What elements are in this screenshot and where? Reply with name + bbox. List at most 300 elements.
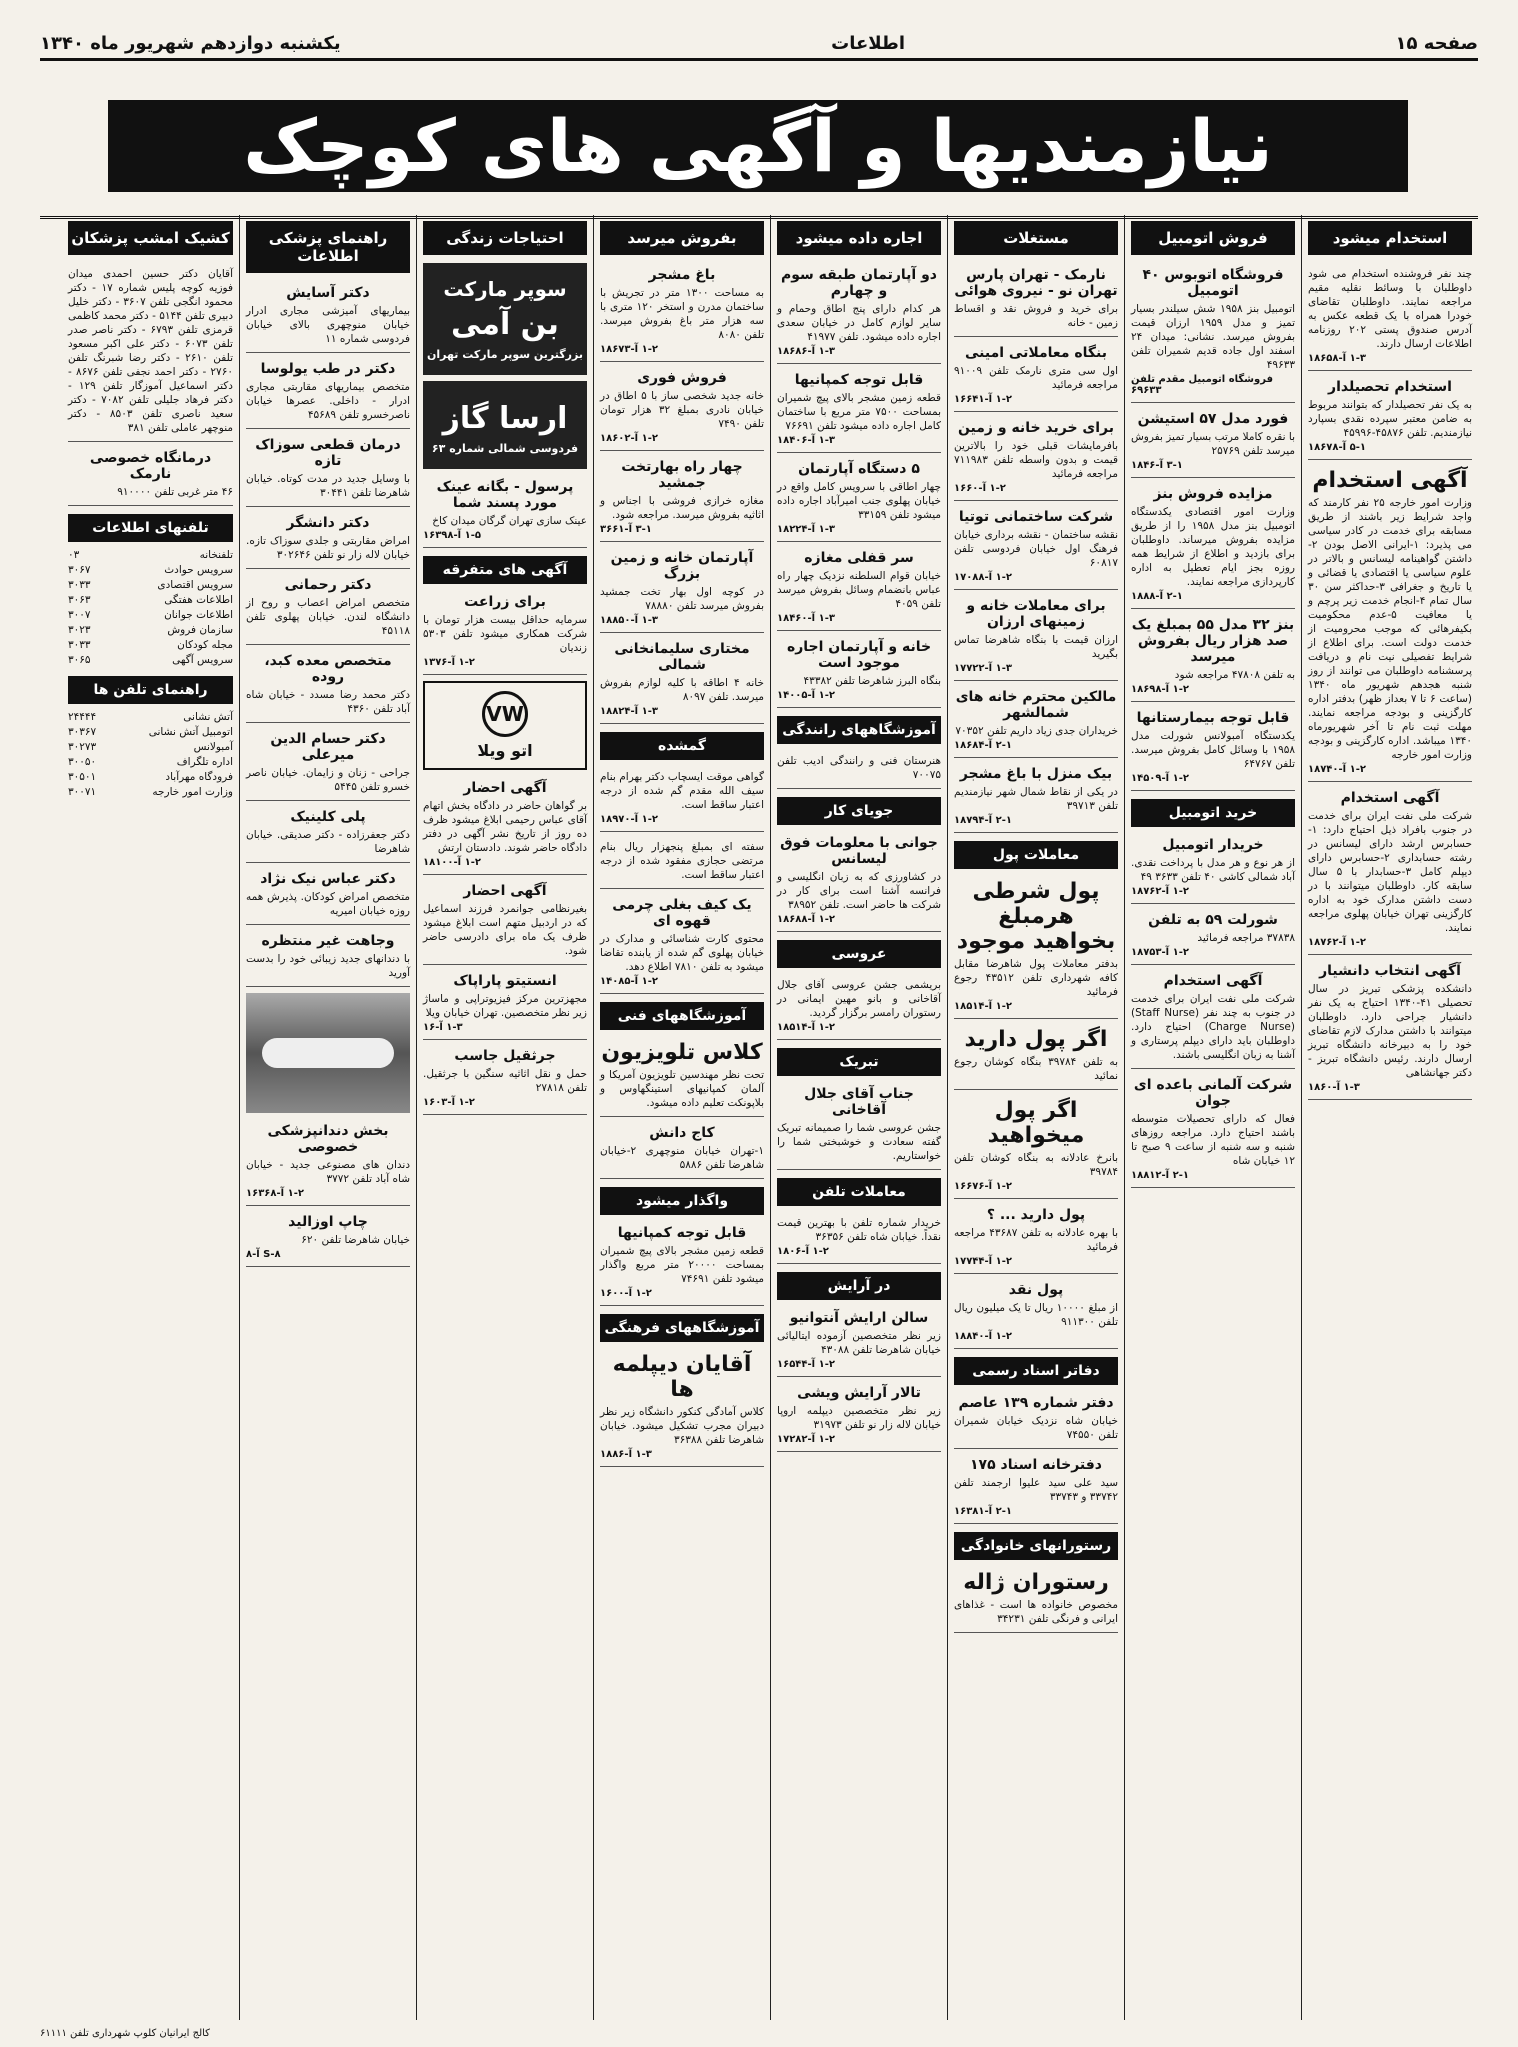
phone-number: ۳۰۶۷ (68, 564, 91, 576)
ad-title: پول نقد (1008, 1282, 1064, 1298)
ad-code: ۱-۲ آ-۱۸۷۶۲ (1131, 886, 1189, 897)
ad-code: ۱-۲ آ-۱۶۶۰ (954, 483, 1006, 494)
ad-body: دکتر محمد رضا مسدد - خیابان شاه آباد تلفن ۴۳۶۰ (246, 689, 410, 715)
brand-logo (423, 681, 587, 770)
ad-item (1308, 959, 1472, 1100)
section-heading: جویای کار (777, 797, 941, 825)
phone-row (68, 770, 233, 785)
ad-title: بنز ۳۲ مدل ۵۵ بمبلغ یک صد هزار ریال بفروش میرسد (1131, 617, 1295, 665)
ad-title: شرکت آلمانی باعده ای جوان (1133, 1077, 1293, 1109)
ad-body: متخصص امراض کودکان. پذیرش همه روزه خیابان امیریه (246, 891, 410, 917)
ad-item (777, 1306, 941, 1377)
ad-body: خریداران جدی زیاد داریم تلفن ۷۰۳۵۲ (955, 725, 1118, 737)
ad-code: ۱-۲ آ-۱۸۰۶ (777, 1246, 829, 1257)
ad-title: چاپ اوزالید (288, 1214, 368, 1230)
ad-code: ۲-۱ آ-۱۸۸۱۲ (1131, 1170, 1189, 1181)
ad-item (777, 831, 941, 932)
ad-item (246, 573, 410, 645)
column-5 (593, 215, 770, 2020)
ad-item (1308, 375, 1472, 460)
ad-body: قطعه زمین مشجر بالای پیچ شمیران بمساحت ۷۵۰۰ متر مربع با ساختمان کامل اجاره داده میشود تلفن ۷۶۶۹۱ (777, 392, 941, 432)
ad-title: قابل توجه بیمارستانها (1136, 710, 1290, 726)
section-heading: واگذار میشود (600, 1187, 764, 1215)
ad-body: سفته ای بمبلغ پنجهزار ریال بنام مرتضی حجازی مفقود شده از درجه اعتبار ساقط است. (600, 841, 764, 881)
ad-title: دفتر شماره ۱۳۹ عاصم (958, 1395, 1114, 1411)
section-heading: خرید اتومبیل (1131, 799, 1295, 827)
ad-code: ۱-۲ آ-۱۷۲۸۲ (777, 1434, 835, 1445)
ad-title: انستیتو پاراپاک (453, 973, 557, 989)
ad-code: S-۸ آ-۸ (246, 1249, 281, 1260)
ad-body: بدفتر معاملات پول شاهرضا مقابل کافه شهرداری تلفن ۴۳۵۱۲ رجوع فرمائید (954, 958, 1118, 998)
phone-row (68, 563, 233, 578)
ad-body: بیماریهای آمیزشی مجاری ادرار خیابان منوچهری بالای خیابان فردوسی شماره ۱۱ (246, 305, 410, 345)
column-4 (770, 215, 947, 2020)
ad-body: متخصص بیماریهای مقاربتی مجاری ادرار - داخلی. عصرها خیابان ناصرخسرو تلفن ۴۵۶۸۹ (246, 381, 410, 421)
ad-title: کاج دانش (649, 1125, 715, 1141)
section-heading: آموزشگاههای فرهنگی (600, 1314, 764, 1342)
ad-body: گواهی موقت ایسچاب دکتر بهرام بنام سیف الله مقدم گم شده از درجه اعتبار ساقط است. (600, 771, 764, 811)
column-heading: کشیک امشب پزشکان (68, 221, 233, 255)
ad-body: اتومبیل بنز ۱۹۵۸ شش سیلندر بسیار تمیز و مدل ۱۹۵۹ ارزان قیمت بفروش میرسد. نشانی: میدان ۲۴ اسفند اول جاده قدیم شمیران تلفن ۴۹۶۳۳ (1131, 303, 1295, 371)
ad-code: ۲-۱ آ-۱۸۷۹۴ (954, 815, 1012, 826)
ad-item (600, 836, 764, 889)
ad-item (68, 263, 233, 442)
ad-body: امراض مقاربتی و جلدی سوزاک تازه. خیابان لاله زار نو تلفن ۳۰۲۶۴۶ (246, 535, 410, 561)
ad-body: دانشکده پزشکی تبریز در سال تحصیلی ۴۱-۱۳۴۰ احتیاج به یک نفر دانشیار جراحی دارد. داوطلبان میتوانند با داشتن مدارک لازم تقاضای خود را به دبیرخانه دانشگاه تبریز ارسال دارند. رئیس دانشگاه تبریز - دکتر جهانشاهی (1308, 983, 1472, 1079)
ad-code: ۱-۲ آ-۱۶۶۴۱ (954, 394, 1012, 405)
section-heading: معاملات تلفن (777, 1178, 941, 1206)
ad-code: ۱-۳ آ-۱۸۸۶ (600, 1449, 652, 1460)
ad-item (600, 455, 764, 542)
ad-title: آگهی احضار (463, 780, 547, 796)
ad-item (600, 366, 764, 451)
ad-body: وزارت امور خارجه ۲۵ نفر کارمند که واجد شرایط زیر باشند از طریق مسابقه برای خدمت در کادر سیاسی می پذیرد: ۱-ایرانی الاصل بودن ۲-داشتن گواهینامه لیسانس و بالاتر در علوم سیاسی یا اقتصادی یا قضائی و یا تاریخ و جغرافی ۳-حداکثر سن ۳۰ سال تمام ۴-انجام خدمت زیر پرچم و یا معافیت ۵-عدم محکومیت بکیفرهائی که موجب محرومیت از خدمت دولت است. برای اطلاع از شرایط تفصیلی نیت نام و دریافت پرسشنامه داوطلبان می توانند از روز شنبه هجدهم شهریور ماه ۱۳۴۰ (ساعت ۶ تا ۷ بعداز ظهر) بدفتر اداره کارگزینی و بودجه مراجعه نمایند. مهلت ثبت نام تا آخر شهریورماه ۱۳۴۰ میباشد. اداره کارگزینی و بودجه وزارت امور خارجه (1308, 497, 1473, 761)
ad-item (954, 1023, 1118, 1090)
ad-title: جوانی با معلومات فوق لیسانس (780, 835, 938, 867)
ad-title: کلاس تلویزیون (601, 1040, 763, 1065)
phone-row (68, 608, 233, 623)
phone-name: سازمان فروش (167, 624, 233, 636)
promo-box (423, 263, 587, 375)
ad-title: جناب آقای جلال آقاخانی (804, 1086, 914, 1118)
column-heading: استخدام میشود (1308, 221, 1472, 255)
column-6 (416, 215, 593, 2020)
ad-code: ۱-۲ آ-۱۳۷۶ (423, 657, 475, 668)
vw-logo-icon: VW (482, 691, 528, 737)
phone-name: اتومبیل آتش نشانی (148, 726, 233, 738)
ad-item (246, 1210, 410, 1267)
ad-code: ۱-۲ آ-۱۸۵۱۴ (954, 1001, 1012, 1012)
ad-item (600, 1221, 764, 1306)
ad-item (246, 433, 410, 507)
ad-body: کلاس آمادگی کنکور دانشگاه زیر نظر دبیران مجرب تشکیل میشود. خیابان شاهرضا تلفن ۳۶۳۸۸ (600, 1406, 764, 1446)
phone-number: ۳۰۳۳ (68, 579, 91, 591)
ad-body: سید علی سید علیوا ارجمند تلفن ۳۳۷۴۲ و ۳۳۷۴۳ (954, 1477, 1118, 1503)
ad-title: وجاهت غیر منتظره (261, 933, 395, 949)
phone-name: وزارت امور خارجه (152, 786, 233, 798)
ad-body: یکدستگاه آمبولانس شورلت مدل ۱۹۵۸ با وسائل کامل بفروش میرسد. تلفن ۶۴۷۶۷ (1131, 730, 1295, 770)
ad-body: با دندانهای جدید زیبائی خود را بدست آورید (246, 953, 410, 979)
ad-code: فروشگاه اتومبیل مقدم تلفن ۶۹۶۳۳ (1131, 374, 1273, 396)
ad-code: ۱-۲ آ-۱۶۶۷۶ (954, 1181, 1012, 1192)
ad-item (954, 1566, 1118, 1633)
ad-body: به تلفن ۳۹۷۸۴ بنگاه کوشان رجوع نمائید (954, 1056, 1118, 1082)
brand-name: اتو ویلا (477, 741, 533, 760)
ad-title: جرثقیل جاسب (454, 1048, 556, 1064)
ad-body: سرمایه حداقل بیست هزار تومان با شرکت همکاری میشود تلفن ۵۳۰۳ زندیان (423, 614, 587, 654)
ad-item (777, 1212, 941, 1264)
ad-item (246, 727, 410, 801)
ad-body: بنگاه البرز شاهرضا تلفن ۴۳۳۸۲ (803, 675, 941, 687)
phone-list (68, 710, 233, 800)
page-number: صفحه ۱۵ (1395, 32, 1478, 54)
phone-number: ۲۴۴۴۴ (68, 711, 97, 723)
page-header (40, 28, 1478, 61)
ad-body: هنرستان فنی و رانندگی ادیب تلفن ۷۰۰۷۵ (777, 755, 941, 781)
ad-title: دکتر عباس نیک نژاد (260, 871, 396, 887)
ad-item (954, 1453, 1118, 1524)
ad-title: قابل توجه کمپانیها (794, 372, 924, 388)
ad-item (777, 457, 941, 542)
column-heading: احتیاجات زندگی (423, 221, 587, 255)
ad-title: درمان قطعی سوزاک تازه (255, 437, 401, 469)
ad-body: حمل و نقل اثاثیه سنگین با جرثقیل. تلفن ۲۷۸۱۸ (423, 1068, 587, 1094)
ad-body: وزارت امور اقتصادی یکدستگاه اتومبیل بنز مدل ۱۹۵۸ را از طریق مزایده بفروش میرساند. داوطلبان برای بازدید و اطلاع از شرایط همه روزه بجز ایام تعطیل به اداره کارپردازی مراجعه نمایند. (1131, 506, 1295, 588)
phone-number: ۳۰۶۵ (68, 654, 91, 666)
ad-title: تالار آرایش ویشی (797, 1385, 921, 1401)
phone-number: ۳۰۰۷ (68, 609, 91, 621)
phone-row (68, 593, 233, 608)
ad-code: ۲-۱ آ-۱۸۶۸۴ (954, 740, 1012, 751)
ad-title: دفترخانه اسناد ۱۷۵ (970, 1457, 1102, 1473)
ad-title: آپارتمان خانه و زمین بزرگ (610, 550, 754, 582)
ad-title: آگهی احضار (463, 883, 547, 899)
ad-item (954, 594, 1118, 681)
column-heading: اجاره داده میشود (777, 221, 941, 255)
phone-list (68, 548, 233, 668)
ad-title: دو آپارتمان طبقه سوم و چهارم (780, 267, 937, 299)
ad-item (68, 446, 233, 506)
ad-item (777, 368, 941, 453)
ad-item (1131, 706, 1295, 791)
ad-body: شرکت ملی نفت ایران برای خدمت در جنوب بافراد ذیل احتیاج دارد: ۱-حسابرس ارشد دارای لیسانس در رشته حسابداری ۲-حسابرس دارای دیپلم کامل ۳-حسابدار با ۵ سال سابقه کار. داوطلبان میتوانند با در دست داشتن مدارک خود به اداره کارگزینی تهران خیابان پهلوی مراجعه نمایند. (1308, 810, 1472, 934)
ad-body: بافرمایشات قبلی خود را بالاترین قیمت و بدون واسطه تلفن ۷۱۱۹۸۳ مراجعه فرمائید (954, 440, 1118, 480)
ad-body: خیابان شاه نزدیک خیابان شمیران تلفن ۷۴۵۵۰ (954, 1415, 1118, 1441)
promo-line: سوپر مارکت (443, 277, 567, 301)
ad-body: نقشه ساختمان - نقشه برداری خیابان فرهنگ اول خیابان فردوسی تلفن ۶۰۸۱۷ (954, 529, 1118, 569)
phone-number: ۳۰۲۳ (68, 624, 91, 636)
ad-body: به مساحت ۱۳۰۰ متر در تجریش با ساختمان مدرن و استخر ۱۲۰ متری با سه هزار متر باغ بفروش میرسد. تلفن ۸۰۸۰ (600, 287, 764, 341)
phone-number: ۳۰۶۳ (68, 594, 91, 606)
ad-item (1131, 482, 1295, 609)
ad-item (246, 929, 410, 987)
ad-body: در یکی از نقاط شمال شهر نیازمندیم تلفن ۳۹۷۱۳ (954, 786, 1118, 812)
ad-code: ۱-۲ آ-۱۶۰۳ (423, 1097, 475, 1108)
ad-title: برای زراعت (464, 594, 546, 610)
column-3 (947, 215, 1124, 2020)
ad-title: قابل توجه کمپانیها (617, 1225, 747, 1241)
ad-item (246, 649, 410, 723)
ad-body: مجهزترین مرکز فیزیوتراپی و ماساژ زیر نظر متخصصین. تهران خیابان ویلا (423, 993, 587, 1019)
ad-code: ۱-۲ آ-۱۸۶۸۸ (777, 914, 835, 925)
ad-title: آگهی انتخاب دانشیار (1319, 963, 1461, 979)
ad-item (423, 590, 587, 675)
ad-body: ارزان قیمت با بنگاه شاهرضا تماس بگیرید (954, 634, 1118, 660)
ad-title: درمانگاه خصوصی نارمک (89, 450, 212, 482)
ad-item (246, 1119, 410, 1206)
section-heading: رستورانهای خانوادگی (954, 1532, 1118, 1560)
ad-title: سر قفلی مغازه (804, 550, 914, 566)
ad-item (777, 635, 941, 708)
section-heading: عروسی (777, 940, 941, 968)
ad-title: برای خرید خانه و زمین (957, 420, 1115, 436)
section-heading: در آرایش (777, 1272, 941, 1300)
ad-item (600, 546, 764, 633)
ad-title: خانه و آپارتمان اجاره موجود است (786, 639, 932, 671)
ad-body: زیر نظر متخصصین دیپلمه اروپا خیابان لاله زار نو تلفن ۳۱۹۷۳ (777, 1405, 941, 1431)
ad-body: بر گواهان حاضر در دادگاه بخش اتهام آقای عباس رحیمی ابلاغ میشود ظرف ده روز از تاریخ نشر آگهی در دفتر دادگاه حاضر شوند. دادستان ارتش (423, 800, 587, 854)
footer-line: کالج ایرانیان کلوپ شهرداری تلفن ۶۱۱۱۱ (40, 2028, 210, 2039)
ad-code: ۱-۲ آ-۱۸۱۰۰ (423, 857, 481, 868)
ad-body: دندان های مصنوعی جدید - خیابان شاه آباد تلفن ۳۷۷۲ (246, 1159, 410, 1185)
ad-item (1308, 786, 1472, 955)
ad-body: مخصوص خانواده ها است - غذاهای ایرانی و فرنگی تلفن ۳۴۲۳۱ (954, 1599, 1118, 1625)
ad-item (600, 1121, 764, 1179)
ad-body: جشن عروسی شما را صمیمانه تبریک گفته سعادت و خوشبختی شما را خواستاریم. (777, 1122, 941, 1162)
ad-code: ۱-۲ آ-۱۸۶۰۲ (600, 433, 658, 444)
ad-title: دکتر دانشگر (286, 515, 370, 531)
phone-row (68, 548, 233, 563)
ad-title: آگهی استخدام (1163, 973, 1263, 989)
ad-item (423, 969, 587, 1040)
ad-title: مختاری سلیمانخانی شمالی (614, 641, 750, 673)
newspaper-name: اطلاعات (831, 32, 906, 54)
column-8 (62, 215, 239, 2020)
ad-title: اگر پول میخواهید (987, 1098, 1085, 1148)
phone-row (68, 653, 233, 668)
ad-item (600, 1036, 764, 1117)
ad-item (1131, 833, 1295, 904)
ad-code: ۱-۲ آ-۱۸۶۷۳ (600, 344, 658, 355)
section-heading: معاملات پول (954, 841, 1118, 869)
ad-body: متخصص امراض اعصاب و روح از دانشگاه لندن. خیابان پهلوی تلفن ۴۵۱۱۸ (246, 597, 410, 637)
ad-item (954, 875, 1118, 1019)
ad-item (777, 1082, 941, 1170)
ad-body: با نقره کاملا مرتب بسیار تمیز بفروش میرسد تلفن ۲۵۷۶۹ (1130, 431, 1295, 457)
section-heading: آموزشگاههای رانندگی (777, 716, 941, 744)
phone-name: آمبولانس (193, 741, 233, 753)
ad-item (954, 1203, 1118, 1274)
phone-name: تلفنخانه (199, 549, 233, 561)
promo-brand: ارسا گاز (442, 401, 568, 436)
ad-title: آقایان دیپلمه ها (612, 1352, 752, 1402)
ad-title: فورد مدل ۵۷ استیشن (1137, 411, 1289, 427)
ad-code: ۱-۳ آ-۱۷۷۲۲ (954, 663, 1012, 674)
ad-item (600, 637, 764, 724)
ad-code: ۱-۲ آ-۱۴۰۸۵ (600, 976, 658, 987)
ad-code: ۲-۱ آ-۱۸۸۸ (1131, 591, 1183, 602)
ad-body: بغیرنظامی جوانمرد فرزند اسماعیل که در اردبیل متهم است ابلاغ میشود ظرف یک ماه برای دادرسی حاضر شود. (423, 903, 587, 957)
ad-item (246, 511, 410, 569)
phone-name: اطلاعات هفتگی (164, 594, 233, 606)
ad-body: فعال که دارای تحصیلات متوسطه باشند احتیاج دارد. مراجعه روزهای شنبه و سه شنبه از ساعت ۹ صبح تا ۱۲ خیابان شاه (1131, 1113, 1295, 1167)
ad-item (1308, 464, 1472, 782)
phone-name: اداره تلگراف (176, 756, 233, 768)
ad-body: قطعه زمین مشجر بالای پیچ شمیران بمساحت ۲۰۰۰۰ متر مربع واگذار میشود تلفن ۷۴۶۹۱ (600, 1245, 764, 1285)
phone-number: ۳۰۰۵۰ (68, 756, 97, 768)
phone-row (68, 638, 233, 653)
ad-body: چند نفر فروشنده استخدام می شود داوطلبان با وسائط نقلیه مقیم مراجعه نمایند. داوطلبان تقاضای خودرا همراه با یک قطعه عکس به آدرس صندوق پستی ۲۰۲ روزنامه اطلاعات ارسال دارند. (1308, 268, 1472, 350)
ad-code: ۱-۲ آ-۱۸۶۹۸ (1131, 684, 1189, 695)
ad-body: محتوی کارت شناسائی و مدارک در خیابان پهلوی گم شده از یابنده تقاضا میشود به تلفن ۷۸۱۰ اطلاع دهد. (600, 933, 764, 973)
ad-title: چهار راه بهارتخت جمشید (621, 459, 743, 491)
ad-body: جراحی - زنان و زایمان. خیابان ناصر خسرو تلفن ۵۴۴۵ (246, 767, 410, 793)
ad-title: دکتر آسایش (286, 285, 370, 301)
ad-code: ۱-۲ آ-۱۸۵۱۴ (777, 1022, 835, 1033)
promo-brand: بن آمی (451, 307, 559, 342)
phone-name: فرودگاه مهرآباد (165, 771, 233, 783)
ad-item (1131, 263, 1295, 403)
ad-code: ۱-۲ آ-۱۷۷۴۴ (954, 1256, 1012, 1267)
ad-item (1131, 613, 1295, 702)
ad-body: شرکت ملی نفت ایران برای خدمت در جنوب به چند نفر (Staff Nurse) (Charge Nurse) احتیاج دارد. داوطلبان باید دارای دیپلم پرستاری و آشنا به زبان انگلیسی باشند. (1131, 993, 1296, 1061)
ad-item (954, 416, 1118, 501)
ad-body: با بهره عادلانه به تلفن ۴۳۶۸۷ مراجعه فرمائید (954, 1227, 1118, 1253)
ad-item (777, 546, 941, 631)
ad-title: رستوران ژاله (963, 1570, 1109, 1595)
phone-row (68, 710, 233, 725)
ad-item (1131, 407, 1295, 478)
ad-title: پول دارید ... ؟ (986, 1207, 1086, 1223)
ad-title: آگهی استخدام (1312, 468, 1468, 493)
ad-body: خیابان قوام السلطنه نزدیک چهار راه عباس بانضمام وسائل بفروش میرسد تلفن ۴۰۵۹ (777, 570, 941, 610)
ad-item (954, 341, 1118, 412)
ad-item (246, 281, 410, 353)
ad-title: فروش فوری (637, 370, 727, 386)
ad-columns (40, 215, 1478, 2020)
ad-item (777, 263, 941, 364)
ad-title: دکتر رحمانی (284, 577, 372, 593)
ad-body: آقایان دکتر حسین احمدی میدان فوزیه کوچه پلیس شماره ۱۷ - دکتر محمود انگجی تلفن ۳۶۰۷ - دکتر خلیل دبیری تلفن ۵۱۴۴ - دکتر محمد کاظمی قرمزی تلفن ۶۷۹۳ - دکتر ناصر صدر تلفن ۶۰۷۳ - دکتر علی اکبر مسعود تلفن ۲۶۱۰ - دکتر رضا شبرنگ تلفن ۲۷۶۰ - دکتر احمد نجفی تلفن ۸۶۷۶ - دکتر اسماعیل آموزگار تلفن ۱۲۹ - دکتر فرهاد جلیلی تلفن ۷۰۸۲ - دکتر سعید ناصری تلفن ۸۵۰۳ - دکتر منوچهر عاملی تلفن ۳۸۱ (68, 268, 234, 434)
phone-row (68, 725, 233, 740)
ad-code: ۱-۲ آ-۱۴۵۰۹ (1131, 773, 1189, 784)
ad-body: زیر نظر متخصصین آزموده ایتالیائی خیابان شاهرضا تلفن ۴۳۰۸۸ (777, 1330, 941, 1356)
section-heading: دفاتر اسناد رسمی (954, 1357, 1118, 1385)
ad-title: دکتر در طب یولوسا (260, 361, 396, 377)
phone-row (68, 578, 233, 593)
phone-name: آتش نشانی (183, 711, 233, 723)
banner-area (40, 66, 1478, 219)
ad-title: بیک منزل با باغ مشجر (959, 766, 1113, 782)
promo-address: فردوسی شمالی شماره ۶۳ (431, 442, 579, 455)
section-heading: راهنمای تلفن ها (68, 676, 233, 704)
ad-body: عینک سازی تهران گرگان میدان کاخ (432, 515, 587, 527)
ad-code: ۳-۱ آ-۱۸۴۶ (1131, 460, 1183, 471)
ad-title: آگهی استخدام (1340, 790, 1440, 806)
ad-title: شورلت ۵۹ به تلفن (1148, 912, 1278, 928)
ad-item (246, 805, 410, 863)
ad-title: خریدار اتومبیل (1162, 837, 1264, 853)
ad-body: تحت نظر مهندسین تلویزیون آمریکا و آلمان کمپانیهای استینگهاوس و بلاپونکت تعلیم داده میشود. (600, 1069, 764, 1109)
ad-code: ۱-۲ آ-۱۸۷۵۳ (1131, 947, 1189, 958)
ad-body: خانه جدید شخصی ساز با ۵ اطاق در خیابان نادری بمبلغ ۳۲ هزار تومان تلفن ۷۴۹۰ (600, 390, 764, 430)
ad-body: به تلفن ۴۷۸۰۸ مراجعه شود (1174, 669, 1295, 681)
ad-item (954, 762, 1118, 833)
ad-code: ۱-۲ آ-۱۴۰۰۵ (777, 690, 835, 701)
ad-body: دکتر جعفرزاده - دکتر صدیقی. خیابان شاهرضا (246, 829, 410, 855)
ad-body: بریشمی جشن عروسی آقای جلال آقاخانی و بانو مهین ایمانی در رستوران رامسر برگزار گردید. (777, 979, 941, 1019)
ad-item (777, 1381, 941, 1452)
column-heading: فروش اتومبیل (1131, 221, 1295, 255)
ad-item (600, 263, 764, 362)
phone-number: ۳۰۰۷۱ (68, 786, 97, 798)
ad-item (1131, 908, 1295, 965)
ad-body: مغازه خرازی فروشی با اجناس و اثاثیه بفروش میرسد. مراجعه شود. (600, 495, 764, 521)
ad-body: هر کدام دارای پنج اطاق وحمام و سایر لوازم کامل در خیابان سعدی اجاره داده میشود. تلفن ۴۱۹۷۷ (777, 303, 941, 343)
section-banner: نیازمندیها و آگهی های کوچک (108, 100, 1408, 192)
ad-title: شرکت ساختمانی توتیا (958, 509, 1114, 525)
ad-code: ۳-۱ آ-۳۶۶۱ (600, 524, 652, 535)
ad-title: متخصص معده کبد، روده (264, 653, 392, 685)
ad-body: ۱-تهران خیابان منوچهری ۲-خیابان شاهرضا تلفن ۵۸۸۶ (600, 1145, 764, 1171)
phone-number: ۳۰۳۳ (68, 639, 91, 651)
ad-code: ۱-۳ آ-۱۸۸۵۰ (600, 615, 658, 626)
ad-body: در کوچه اول بهار تخت جمشید بفروش میرسد تلفن ۷۸۸۸۰ (600, 586, 764, 612)
ad-title: استخدام تحصیلدار (1328, 379, 1452, 395)
ad-body: اول سی متری نارمک تلفن ۹۱۰۰۹ مراجعه فرمائید (954, 365, 1118, 391)
column-1 (1301, 215, 1478, 2020)
ad-item (600, 1348, 764, 1467)
ad-title: بخش دندانپزشکی خصوصی (267, 1123, 389, 1155)
ad-item (246, 357, 410, 429)
ad-body: با وسایل جدید در مدت کوتاه. خیابان شاهرضا تلفن ۳۰۴۴۱ (246, 473, 410, 499)
ad-code: ۱-۳ آ-۱۶ (423, 1022, 463, 1033)
ad-code: ۱-۲ آ-۱۶۵۴۴ (777, 1359, 835, 1370)
column-2 (1124, 215, 1301, 2020)
ad-title: باغ مشجر (648, 267, 716, 283)
ad-title: مالکین محترم خانه های شمالشهر (955, 689, 1117, 721)
ad-item (954, 263, 1118, 337)
ad-item (246, 867, 410, 925)
ad-title: نارمک - تهران پارس تهران نو - نیروی هوائی (954, 267, 1118, 299)
phone-number: ۳۰۲۷۳ (68, 741, 97, 753)
issue-date: یکشنبه دوازدهم شهریور ماه ۱۳۴۰ (40, 32, 341, 54)
ad-body: به یک نفر تحصیلدار که بتوانند مربوط به ضامن معتبر سپرده نقدی بسپارد نیازمندیم. تلفن ۴۵۸۷۶-۴۵۹۹۶ (1308, 399, 1472, 439)
section-heading: تبریک (777, 1048, 941, 1076)
ad-item (423, 475, 587, 548)
ad-code: ۱-۳ آ-۱۸۸۲۴ (600, 706, 658, 717)
ad-code: ۱-۲ آ-۱۸۸۴۰ (954, 1331, 1012, 1342)
ad-code: ۱-۲ آ-۱۸۷۶۲ (1308, 937, 1366, 948)
ad-item (777, 974, 941, 1040)
ad-body: بانرخ عادلانه به بنگاه کوشان تلفن ۳۹۷۸۴ (954, 1152, 1118, 1178)
ad-item (954, 505, 1118, 590)
ad-title: دکتر حسام الدین میرعلی (270, 731, 386, 763)
column-heading: بفروش میرسد (600, 221, 764, 255)
teeth-shape (262, 1038, 393, 1068)
ad-code: ۱-۳ آ-۱۸۴۶۰ (777, 613, 835, 624)
ad-code: ۱-۲ آ-۱۸۷۴۰ (1308, 764, 1366, 775)
ad-item (600, 766, 764, 832)
ad-code: ۱-۳ آ-۱۸۶۰ (1308, 1082, 1360, 1093)
ad-body: خیابان شاهرضا تلفن ۶۲۰ (301, 1234, 410, 1246)
ad-item (423, 879, 587, 965)
ad-code: ۱-۲ آ-۱۶۰۰ (600, 1288, 652, 1299)
phone-row (68, 755, 233, 770)
ad-body: در کشاورزی که به زبان انگلیسی و فرانسه آشنا است برای کار در شرکت ها حاضر است. تلفن ۳۸۹۵۲ (777, 871, 941, 911)
phone-row (68, 740, 233, 755)
ad-body: از مبلغ ۱۰۰۰۰ ریال تا یک میلیون ریال تلفن ۹۱۱۳۰۰ (954, 1302, 1118, 1328)
